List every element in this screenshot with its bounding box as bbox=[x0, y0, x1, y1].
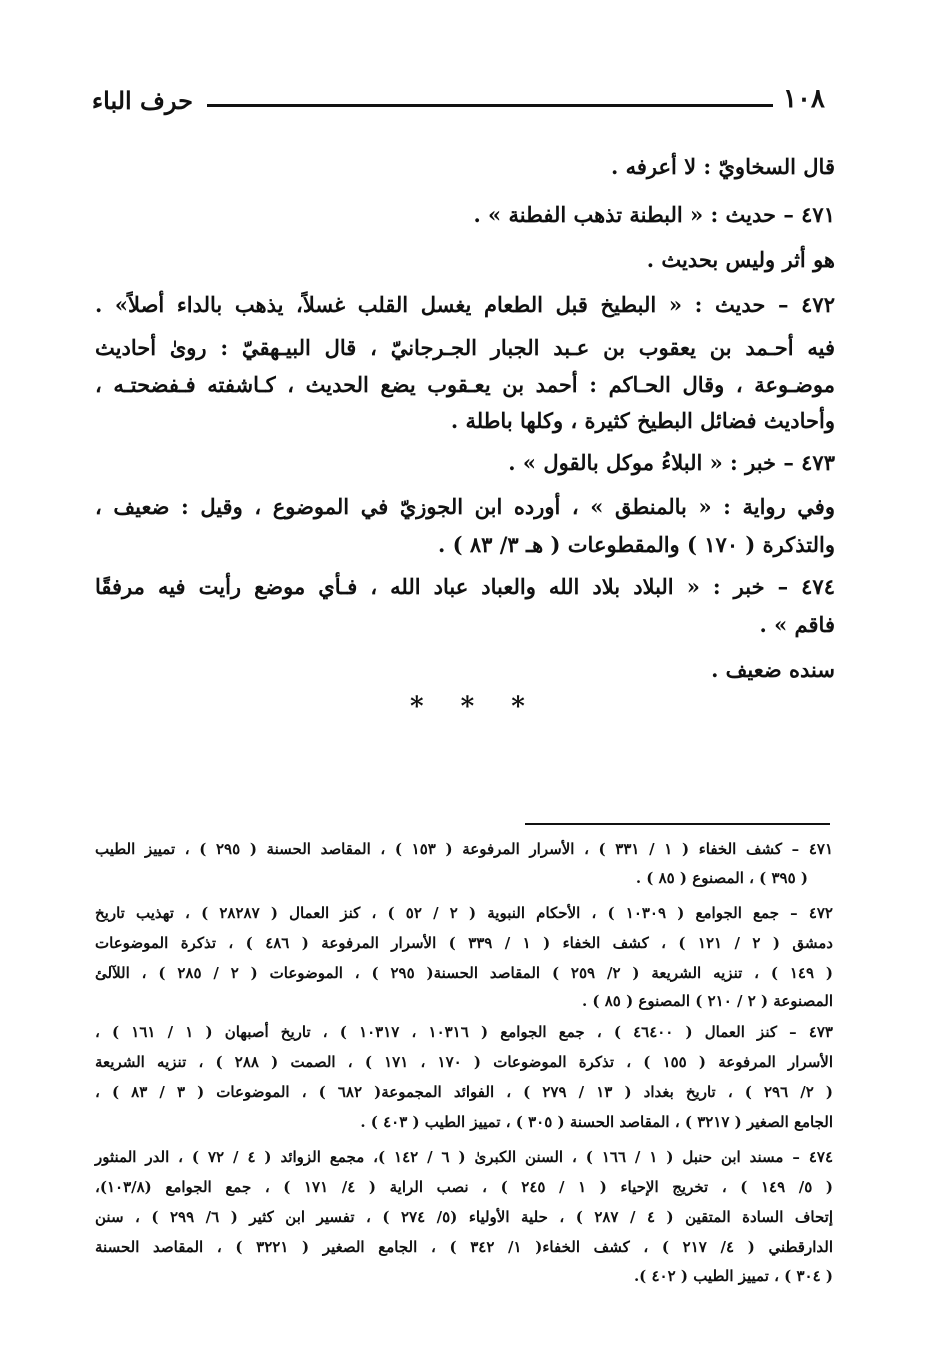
hadith-heading: ٤٧١ – حديث : « البطنة تذهب الفطنة » . bbox=[473, 202, 835, 227]
text-line: وفي رواية : « بالمنطق » ، أورده ابن الجوزيّ في الموضوع ، وقيل : ضعيف ، bbox=[95, 494, 835, 519]
text-line: قال السخاويّ : لا أعرفه . bbox=[610, 154, 835, 179]
text-line: هو أثر وليس بحديث . bbox=[646, 247, 835, 272]
section-ornament: * * * bbox=[410, 692, 539, 722]
text-line: موضـوعة ، وقال الحـاكم : أحمد بن يعـقوب يضع الحديث ، كـاشفته فـفضحتـه ، bbox=[95, 372, 835, 397]
header-rule bbox=[207, 104, 773, 107]
footnote-line: ٤٧٣ – كنز العمال ( ٤٦٤٠٠ ) ، جمع الجوامع ( ١٠٣١٦ ، ١٠٣١٧ ) ، تاريخ أصبهان ( ١ / ١٦١ ) ، bbox=[95, 1023, 833, 1041]
footnote-line: دمشق ( ٢ / ١٢١ ) ، كشف الخفاء ( ١ / ٣٣٩ ) الأسرار المرفوعة ( ٤٨٦ ) ، تذكرة الموضوعات bbox=[95, 934, 833, 952]
footnote-line: ( ٣٩٥ ) ، المصنوع ( ٨٥ ) . bbox=[635, 869, 808, 887]
hadith-heading: ٤٧٢ – حديث : « البطيخ قبل الطعام يغسل القلب غسلاً، يذهب بالداء أصلاً» . bbox=[95, 292, 835, 317]
text-line: سنده ضعيف . bbox=[711, 657, 835, 682]
page-number: ١٠٨ bbox=[783, 84, 825, 114]
footnote-line: إتحاف السادة المتقين ( ٤ / ٢٨٧ ) ، حلية الأولياء (٥/ ٢٧٤ ) ، تفسير ابن كثير ( ٦/ ٢٩٩ ) ، سنن bbox=[95, 1208, 834, 1226]
footnote-line: ٤٧٤ – مسند ابن حنبل ( ١ / ١٦٦ ) ، السنن الكبرىٰ ( ٦ / ١٤٢ )، مجمع الزوائد ( ٤ / ٧٢ ) ، الدر المنثور bbox=[95, 1148, 833, 1166]
footnote-line: المصنوعة ( ٢ / ٢١٠ ) المصنوع ( ٨٥ ) . bbox=[581, 992, 833, 1010]
footnote-line: ٤٧١ – كشف الخفاء ( ١ / ٣٣١ ) ، الأسرار المرفوعة ( ١٥٣ ) ، المقاصد الحسنة ( ٢٩٥ ) ، تمييز الطيب bbox=[95, 840, 833, 858]
hadith-heading: ٤٧٤ – خبر : « البلاد بلاد الله والعباد عباد الله ، فـأي موضع رأيت فيه مرفقًا bbox=[95, 574, 835, 599]
text-line: فيه أحـمد بن يعقوب بن عـبد الجبار الجـرجانيّ ، قال البيـهقيّ : روىٰ أحاديث bbox=[95, 335, 835, 360]
footnote-line: ( ٣٠٤ ) ، تمييز الطيب ( ٤٠٢ ). bbox=[633, 1267, 833, 1285]
footnote-line: الجامع الصغير ( ٣٢١٧ ) ، المقاصد الحسنة ( ٣٠٥ ) ، تمييز الطيب ( ٤٠٣ ) . bbox=[360, 1113, 833, 1131]
footnote-line: ( ٢/ ٢٩٦ ) ، تاريخ بغداد ( ١٣ / ٢٧٩ ) ، الفوائد المجموعة( ٦٨٢ ) ، الموضوعات ( ٣ / ٨٣ ) ، bbox=[95, 1083, 833, 1101]
text-line: فاقم » . bbox=[759, 612, 835, 637]
text-line: والتذكرة ( ١٧٠ ) والمقطوعات ( هـ ٣/ ٨٣ ) . bbox=[437, 532, 835, 557]
hadith-heading: ٤٧٣ – خبر : « البلاءُ موكل بالقول » . bbox=[508, 450, 835, 475]
footnote-line: الدارقطني ( ٤/ ٢١٧ ) ، كشف الخفاء( ١/ ٣٤٢ ) ، الجامع الصغير ( ٣٢٢١ ) ، المقاصد الحسنة bbox=[95, 1238, 834, 1256]
footnote-line: ٤٧٢ – جمع الجوامع ( ١٠٣٠٩ ) ، الأحكام النبوية ( ٢ / ٥٢ ) ، كنز العمال ( ٢٨٢٨٧ ) ، تهذيب تاريخ bbox=[95, 904, 833, 922]
footnote-line: ( ١٤٩ ) ، تنزيه الشريعة ( ٢/ ٢٥٩ ) المقاصد الحسنة( ٢٩٥ ) ، الموضوعات ( ٢ / ٢٨٥ ) ، اللآلئ bbox=[95, 964, 833, 982]
footnote-line: ( ٥/ ١٤٩ ) ، تخريج الإحياء ( ١ / ٢٤٥ ) ، نصب الراية ( ٤/ ١٧١ ) ، جمع الجوامع (١٠٣/٨)، bbox=[95, 1178, 834, 1196]
footnote-rule bbox=[525, 823, 830, 825]
footnote-line: الأسرار المرفوعة ( ١٥٥ ) ، تذكرة الموضوعات ( ١٧٠ ، ١٧١ ) ، الصمت ( ٢٨٨ ) ، تنزيه الشريعة bbox=[95, 1053, 834, 1071]
text-line: وأحاديث فضائل البطيخ كثيرة ، وكلها باطلة . bbox=[450, 408, 835, 433]
chapter-title: حرف الباء bbox=[91, 86, 193, 115]
